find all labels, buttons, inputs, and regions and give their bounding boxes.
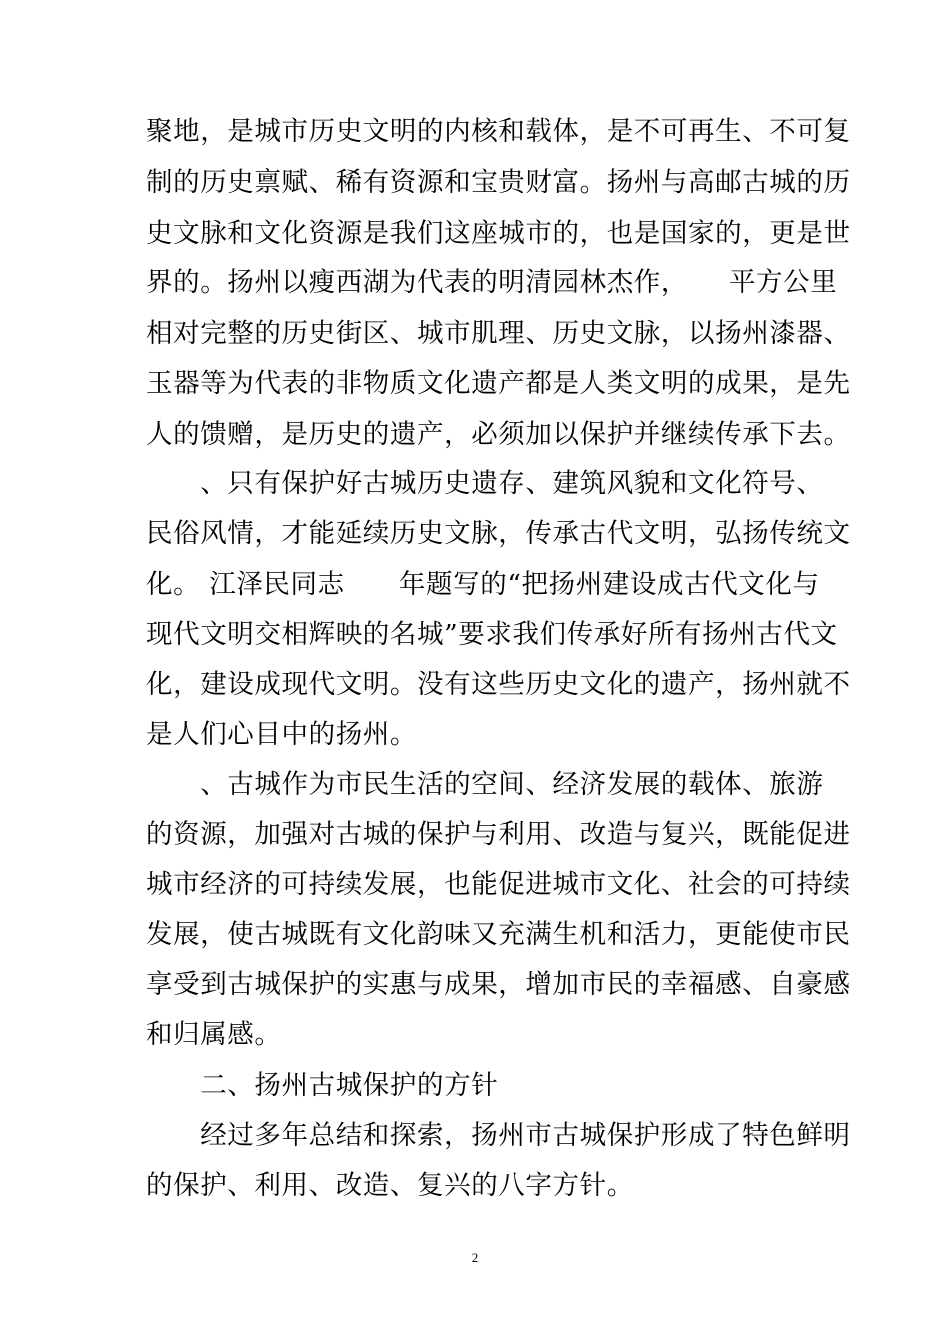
text-line-19: 和归属感。	[146, 1019, 282, 1050]
section-heading: 二、扬州古城保护的方针	[146, 1070, 499, 1101]
page-number: 2	[471, 1250, 479, 1265]
text-line-21: 经过多年总结和探索，扬州市古城保护形成了特色鲜明	[146, 1120, 851, 1151]
text-line-9: 民俗风情，才能延续历史文脉，传承古代文明，弘扬传统文	[146, 518, 851, 549]
text-line-3: 史文脉和文化资源是我们这座城市的，也是国家的，更是世	[146, 218, 851, 249]
text-line-10: 化。 江泽民同志 年题写的“把扬州建设成古代文化与	[146, 569, 820, 600]
text-line-6: 玉器等为代表的非物质文化遗产都是人类文明的成果，是先	[146, 368, 851, 399]
text-line-17: 发展，使古城既有文化韵味又充满生机和活力，更能使市民	[146, 919, 851, 950]
text-line-22: 的保护、利用、改造、复兴的八字方针。	[146, 1170, 634, 1201]
text-line-7: 人的馈赠，是历史的遗产，必须加以保护并继续传承下去。	[146, 419, 851, 450]
text-line-2: 制的历史禀赋、稀有资源和宝贵财富。扬州与高邮古城的历	[146, 167, 851, 198]
text-line-12: 化，建设成现代文明。没有这些历史文化的遗产，扬州就不	[146, 669, 851, 700]
text-line-16: 城市经济的可持续发展，也能促进城市文化、社会的可持续	[146, 869, 851, 900]
text-line-18: 享受到古城保护的实惠与成果，增加市民的幸福感、自豪感	[146, 969, 851, 1000]
text-line-14: 、古城作为市民生活的空间、经济发展的载体、旅游	[146, 769, 824, 800]
text-line-15: 的资源，加强对古城的保护与利用、改造与复兴，既能促进	[146, 819, 851, 850]
text-line-13: 是人们心目中的扬州。	[146, 719, 417, 750]
text-line-8: 、只有保护好古城历史遗存、建筑风貌和文化符号、	[146, 468, 824, 499]
text-line-5: 相对完整的历史街区、城市肌理、历史文脉，以扬州漆器、	[146, 318, 851, 349]
text-line-4: 界的。扬州以瘦西湖为代表的明清园林杰作， 平方公里	[146, 267, 838, 298]
text-line-11: 现代文明交相辉映的名城”要求我们传承好所有扬州古代文	[146, 619, 838, 650]
text-line-1: 聚地，是城市历史文明的内核和载体，是不可再生、不可复	[146, 116, 851, 147]
